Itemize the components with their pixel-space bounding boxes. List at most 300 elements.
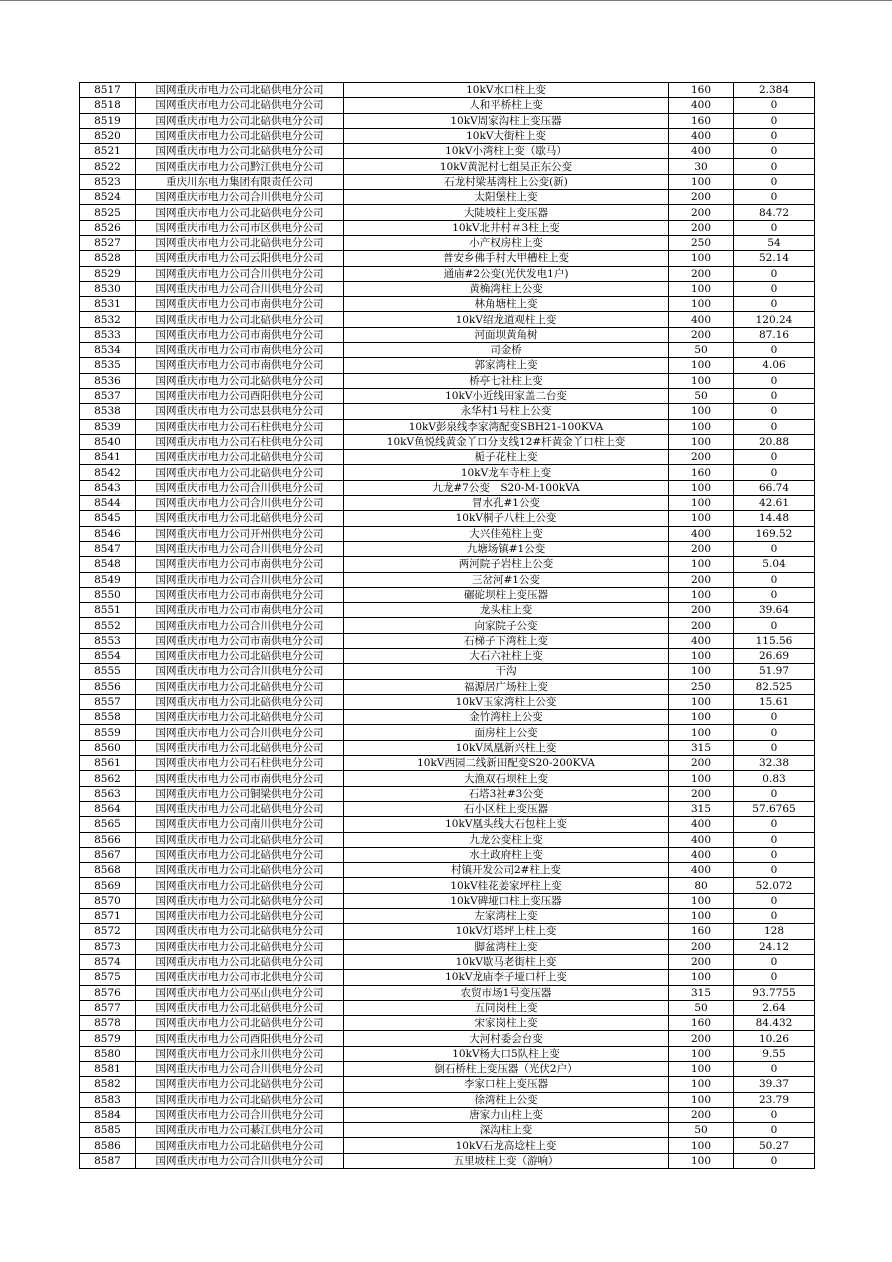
row-number-cell: 8576 bbox=[80, 985, 136, 1000]
company-cell: 国网重庆市电力公司忠县供电分公司 bbox=[136, 404, 344, 419]
table-row bbox=[80, 557, 815, 572]
value-cell: 0 bbox=[734, 98, 815, 113]
table-row bbox=[80, 511, 815, 526]
value-cell: 0 bbox=[734, 404, 815, 419]
capacity-cell: 100 bbox=[669, 648, 734, 663]
value-cell: 84.432 bbox=[734, 1016, 815, 1031]
value-cell: 0 bbox=[734, 266, 815, 281]
company-cell: 国网重庆市电力公司北碚供电分公司 bbox=[136, 1000, 344, 1015]
company-cell: 国网重庆市电力公司北碚供电分公司 bbox=[136, 909, 344, 924]
row-number-cell: 8578 bbox=[80, 1016, 136, 1031]
value-cell: 24.12 bbox=[734, 939, 815, 954]
transformer-name-cell: 九龙公变柱上变 bbox=[344, 832, 669, 847]
capacity-cell: 50 bbox=[669, 343, 734, 358]
capacity-cell: 100 bbox=[669, 251, 734, 266]
transformer-name-cell: 10kV凤凰新兴柱上变 bbox=[344, 740, 669, 755]
value-cell: 51.97 bbox=[734, 664, 815, 679]
transformer-name-cell: 农贸市场1号变压器 bbox=[344, 985, 669, 1000]
row-number-cell: 8574 bbox=[80, 954, 136, 969]
company-cell: 国网重庆市电力公司合川供电分公司 bbox=[136, 1107, 344, 1122]
transformer-name-cell: 大石六社柱上变 bbox=[344, 648, 669, 663]
transformer-name-cell: 10kV歇马老街柱上变 bbox=[344, 954, 669, 969]
company-cell: 国网重庆市电力公司云阳供电分公司 bbox=[136, 251, 344, 266]
table-body bbox=[80, 83, 815, 1169]
transformer-name-cell: 龙头柱上变 bbox=[344, 603, 669, 618]
value-cell: 0.83 bbox=[734, 771, 815, 786]
value-cell: 0 bbox=[734, 893, 815, 908]
row-number-cell: 8540 bbox=[80, 434, 136, 449]
value-cell: 0 bbox=[734, 159, 815, 174]
value-cell: 0 bbox=[734, 343, 815, 358]
company-cell: 国网重庆市电力公司北碚供电分公司 bbox=[136, 801, 344, 816]
company-cell: 国网重庆市电力公司北碚供电分公司 bbox=[136, 694, 344, 709]
transformer-name-cell: 面房柱上公变 bbox=[344, 725, 669, 740]
table-row bbox=[80, 541, 815, 556]
value-cell: 0 bbox=[734, 1062, 815, 1077]
value-cell: 14.48 bbox=[734, 511, 815, 526]
company-cell: 国网重庆市电力公司合川供电分公司 bbox=[136, 572, 344, 587]
capacity-cell: 100 bbox=[669, 434, 734, 449]
table-row bbox=[80, 434, 815, 449]
value-cell: 0 bbox=[734, 128, 815, 143]
capacity-cell: 400 bbox=[669, 863, 734, 878]
table-row bbox=[80, 404, 815, 419]
table-row bbox=[80, 1016, 815, 1031]
row-number-cell: 8569 bbox=[80, 878, 136, 893]
value-cell: 0 bbox=[734, 541, 815, 556]
capacity-cell: 200 bbox=[669, 939, 734, 954]
transformer-name-cell: 10kV黄泥村七组吴正东公变 bbox=[344, 159, 669, 174]
row-number-cell: 8585 bbox=[80, 1123, 136, 1138]
capacity-cell: 400 bbox=[669, 312, 734, 327]
table-row bbox=[80, 1000, 815, 1015]
row-number-cell: 8539 bbox=[80, 419, 136, 434]
row-number-cell: 8572 bbox=[80, 924, 136, 939]
row-number-cell: 8526 bbox=[80, 220, 136, 235]
row-number-cell: 8522 bbox=[80, 159, 136, 174]
company-cell: 国网重庆市电力公司北碚供电分公司 bbox=[136, 205, 344, 220]
value-cell: 0 bbox=[734, 786, 815, 801]
table-row bbox=[80, 113, 815, 128]
row-number-cell: 8565 bbox=[80, 817, 136, 832]
table-row bbox=[80, 251, 815, 266]
value-cell: 52.072 bbox=[734, 878, 815, 893]
value-cell: 84.72 bbox=[734, 205, 815, 220]
capacity-cell: 30 bbox=[669, 159, 734, 174]
transformer-name-cell: 石小区柱上变压器 bbox=[344, 801, 669, 816]
capacity-cell: 100 bbox=[669, 297, 734, 312]
capacity-cell: 160 bbox=[669, 465, 734, 480]
row-number-cell: 8551 bbox=[80, 603, 136, 618]
capacity-cell: 100 bbox=[669, 1077, 734, 1092]
transformer-name-cell: 三岔河#1公变 bbox=[344, 572, 669, 587]
row-number-cell: 8587 bbox=[80, 1153, 136, 1168]
table-row bbox=[80, 419, 815, 434]
table-row bbox=[80, 266, 815, 281]
value-cell: 0 bbox=[734, 190, 815, 205]
transformer-name-cell: 金竹湾柱上公变 bbox=[344, 710, 669, 725]
capacity-cell: 100 bbox=[669, 1046, 734, 1061]
table-row bbox=[80, 985, 815, 1000]
row-number-cell: 8580 bbox=[80, 1046, 136, 1061]
company-cell: 国网重庆市电力公司北碚供电分公司 bbox=[136, 235, 344, 250]
table-row bbox=[80, 847, 815, 862]
capacity-cell: 400 bbox=[669, 847, 734, 862]
company-cell: 国网重庆市电力公司北碚供电分公司 bbox=[136, 373, 344, 388]
value-cell: 0 bbox=[734, 970, 815, 985]
row-number-cell: 8561 bbox=[80, 756, 136, 771]
value-cell: 0 bbox=[734, 373, 815, 388]
row-number-cell: 8558 bbox=[80, 710, 136, 725]
table-row bbox=[80, 970, 815, 985]
company-cell: 国网重庆市电力公司北碚供电分公司 bbox=[136, 83, 344, 98]
capacity-cell: 400 bbox=[669, 633, 734, 648]
company-cell: 国网重庆市电力公司北碚供电分公司 bbox=[136, 679, 344, 694]
transformer-name-cell: 倒石桥柱上变压器（光伏2户） bbox=[344, 1062, 669, 1077]
capacity-cell: 160 bbox=[669, 1016, 734, 1031]
table-row bbox=[80, 572, 815, 587]
transformer-name-cell: 左家湾柱上变 bbox=[344, 909, 669, 924]
capacity-cell: 100 bbox=[669, 404, 734, 419]
value-cell: 2.64 bbox=[734, 1000, 815, 1015]
value-cell: 52.14 bbox=[734, 251, 815, 266]
capacity-cell: 200 bbox=[669, 572, 734, 587]
table-row bbox=[80, 1077, 815, 1092]
row-number-cell: 8527 bbox=[80, 235, 136, 250]
transformer-name-cell: 10kV彭泉线李家湾配变SBH21-100KVA bbox=[344, 419, 669, 434]
value-cell: 0 bbox=[734, 572, 815, 587]
row-number-cell: 8556 bbox=[80, 679, 136, 694]
capacity-cell: 100 bbox=[669, 1138, 734, 1153]
transformer-name-cell: 10kV小近线田家盖二台变 bbox=[344, 388, 669, 403]
company-cell: 国网重庆市电力公司开州供电分公司 bbox=[136, 526, 344, 541]
transformer-name-cell: 10kV绍龙道观柱上变 bbox=[344, 312, 669, 327]
table-row bbox=[80, 205, 815, 220]
capacity-cell: 200 bbox=[669, 190, 734, 205]
company-cell: 国网重庆市电力公司铜梁供电分公司 bbox=[136, 786, 344, 801]
table-row bbox=[80, 1153, 815, 1168]
row-number-cell: 8567 bbox=[80, 847, 136, 862]
capacity-cell: 200 bbox=[669, 220, 734, 235]
transformer-name-cell: 石塔3社#3公变 bbox=[344, 786, 669, 801]
table-row bbox=[80, 1092, 815, 1107]
company-cell: 国网重庆市电力公司市南供电分公司 bbox=[136, 557, 344, 572]
transformer-name-cell: 福源居广场柱上变 bbox=[344, 679, 669, 694]
capacity-cell: 200 bbox=[669, 450, 734, 465]
capacity-cell: 100 bbox=[669, 664, 734, 679]
transformer-name-cell: 河面坝黄角树 bbox=[344, 327, 669, 342]
value-cell: 54 bbox=[734, 235, 815, 250]
transformer-name-cell: 人和平桥柱上变 bbox=[344, 98, 669, 113]
company-cell: 国网重庆市电力公司酉阳供电分公司 bbox=[136, 1031, 344, 1046]
transformer-name-cell: 桥亭七社柱上变 bbox=[344, 373, 669, 388]
transformer-name-cell: 普安乡佛手村大甲槽柱上变 bbox=[344, 251, 669, 266]
value-cell: 0 bbox=[734, 710, 815, 725]
row-number-cell: 8546 bbox=[80, 526, 136, 541]
value-cell: 5.04 bbox=[734, 557, 815, 572]
table-row bbox=[80, 817, 815, 832]
transformer-name-cell: 李家口柱上变压器 bbox=[344, 1077, 669, 1092]
table-row bbox=[80, 450, 815, 465]
row-number-cell: 8564 bbox=[80, 801, 136, 816]
row-number-cell: 8518 bbox=[80, 98, 136, 113]
row-number-cell: 8530 bbox=[80, 281, 136, 296]
company-cell: 国网重庆市电力公司合川供电分公司 bbox=[136, 281, 344, 296]
company-cell: 国网重庆市电力公司北碚供电分公司 bbox=[136, 924, 344, 939]
value-cell: 0 bbox=[734, 1123, 815, 1138]
value-cell: 82.525 bbox=[734, 679, 815, 694]
row-number-cell: 8552 bbox=[80, 618, 136, 633]
transformer-name-cell: 10kV小湾柱上变（歇马） bbox=[344, 144, 669, 159]
company-cell: 国网重庆市电力公司石柱供电分公司 bbox=[136, 419, 344, 434]
table-row bbox=[80, 220, 815, 235]
company-cell: 国网重庆市电力公司合川供电分公司 bbox=[136, 190, 344, 205]
transformer-name-cell: 小产权房柱上变 bbox=[344, 235, 669, 250]
transformer-name-cell: 水土政府柱上变 bbox=[344, 847, 669, 862]
company-cell: 国网重庆市电力公司北碚供电分公司 bbox=[136, 740, 344, 755]
row-number-cell: 8563 bbox=[80, 786, 136, 801]
capacity-cell: 50 bbox=[669, 388, 734, 403]
row-number-cell: 8553 bbox=[80, 633, 136, 648]
table-row bbox=[80, 281, 815, 296]
value-cell: 0 bbox=[734, 954, 815, 969]
company-cell: 国网重庆市电力公司北碚供电分公司 bbox=[136, 1092, 344, 1107]
row-number-cell: 8549 bbox=[80, 572, 136, 587]
row-number-cell: 8581 bbox=[80, 1062, 136, 1077]
company-cell: 国网重庆市电力公司合川供电分公司 bbox=[136, 1062, 344, 1077]
table-row bbox=[80, 710, 815, 725]
value-cell: 0 bbox=[734, 817, 815, 832]
row-number-cell: 8571 bbox=[80, 909, 136, 924]
company-cell: 国网重庆市电力公司北碚供电分公司 bbox=[136, 465, 344, 480]
row-number-cell: 8582 bbox=[80, 1077, 136, 1092]
capacity-cell: 100 bbox=[669, 710, 734, 725]
table-row bbox=[80, 801, 815, 816]
table-row bbox=[80, 388, 815, 403]
company-cell: 国网重庆市电力公司巫山供电分公司 bbox=[136, 985, 344, 1000]
value-cell: 0 bbox=[734, 847, 815, 862]
transformer-name-cell: 10kV龙车寺柱上变 bbox=[344, 465, 669, 480]
capacity-cell: 100 bbox=[669, 557, 734, 572]
company-cell: 国网重庆市电力公司市区供电分公司 bbox=[136, 220, 344, 235]
company-cell: 国网重庆市电力公司市北供电分公司 bbox=[136, 970, 344, 985]
capacity-cell: 315 bbox=[669, 985, 734, 1000]
table-row bbox=[80, 909, 815, 924]
value-cell: 128 bbox=[734, 924, 815, 939]
transformer-name-cell: 10kV桐子八柱上公变 bbox=[344, 511, 669, 526]
row-number-cell: 8577 bbox=[80, 1000, 136, 1015]
value-cell: 0 bbox=[734, 113, 815, 128]
capacity-cell: 100 bbox=[669, 1062, 734, 1077]
transformer-name-cell: 碾砣坝柱上变压器 bbox=[344, 587, 669, 602]
capacity-cell: 400 bbox=[669, 526, 734, 541]
value-cell: 0 bbox=[734, 297, 815, 312]
transformer-name-cell: 10kV大街柱上变 bbox=[344, 128, 669, 143]
capacity-cell: 400 bbox=[669, 832, 734, 847]
transformer-name-cell: 石梯子下湾柱上变 bbox=[344, 633, 669, 648]
transformer-name-cell: 10kV周家沟柱上变压器 bbox=[344, 113, 669, 128]
transformer-name-cell: 宋家岗柱上变 bbox=[344, 1016, 669, 1031]
table-row bbox=[80, 343, 815, 358]
table-row bbox=[80, 496, 815, 511]
row-number-cell: 8550 bbox=[80, 587, 136, 602]
company-cell: 国网重庆市电力公司市南供电分公司 bbox=[136, 633, 344, 648]
table-row bbox=[80, 740, 815, 755]
company-cell: 国网重庆市电力公司合川供电分公司 bbox=[136, 664, 344, 679]
row-number-cell: 8532 bbox=[80, 312, 136, 327]
company-cell: 国网重庆市电力公司合川供电分公司 bbox=[136, 541, 344, 556]
capacity-cell: 100 bbox=[669, 771, 734, 786]
company-cell: 国网重庆市电力公司北碚供电分公司 bbox=[136, 450, 344, 465]
table-row bbox=[80, 1062, 815, 1077]
transformer-name-cell: 10kV鱼悦线黄金丫口分支线12#杆黄金丫口柱上变 bbox=[344, 434, 669, 449]
table-row bbox=[80, 587, 815, 602]
capacity-cell: 100 bbox=[669, 694, 734, 709]
row-number-cell: 8562 bbox=[80, 771, 136, 786]
table-row bbox=[80, 144, 815, 159]
company-cell: 国网重庆市电力公司北碚供电分公司 bbox=[136, 1138, 344, 1153]
company-cell: 国网重庆市电力公司酉阳供电分公司 bbox=[136, 388, 344, 403]
table-row bbox=[80, 1138, 815, 1153]
capacity-cell: 250 bbox=[669, 679, 734, 694]
capacity-cell: 315 bbox=[669, 740, 734, 755]
table-row bbox=[80, 863, 815, 878]
transformer-name-cell: 冒水孔#1公变 bbox=[344, 496, 669, 511]
value-cell: 0 bbox=[734, 419, 815, 434]
transformer-name-cell: 脚盆湾柱上变 bbox=[344, 939, 669, 954]
table-row bbox=[80, 83, 815, 98]
value-cell: 39.37 bbox=[734, 1077, 815, 1092]
company-cell: 国网重庆市电力公司合川供电分公司 bbox=[136, 618, 344, 633]
value-cell: 0 bbox=[734, 281, 815, 296]
row-number-cell: 8559 bbox=[80, 725, 136, 740]
value-cell: 115.56 bbox=[734, 633, 815, 648]
company-cell: 国网重庆市电力公司北碚供电分公司 bbox=[136, 939, 344, 954]
transformer-name-cell: 10kV杨大口5队柱上变 bbox=[344, 1046, 669, 1061]
row-number-cell: 8531 bbox=[80, 297, 136, 312]
company-cell: 国网重庆市电力公司市南供电分公司 bbox=[136, 358, 344, 373]
row-number-cell: 8536 bbox=[80, 373, 136, 388]
table-row bbox=[80, 297, 815, 312]
row-number-cell: 8541 bbox=[80, 450, 136, 465]
table-row bbox=[80, 618, 815, 633]
company-cell: 国网重庆市电力公司市南供电分公司 bbox=[136, 327, 344, 342]
company-cell: 国网重庆市电力公司合川供电分公司 bbox=[136, 266, 344, 281]
table-row bbox=[80, 679, 815, 694]
table-row bbox=[80, 694, 815, 709]
row-number-cell: 8579 bbox=[80, 1031, 136, 1046]
company-cell: 国网重庆市电力公司綦江供电分公司 bbox=[136, 1123, 344, 1138]
table-row bbox=[80, 924, 815, 939]
value-cell: 0 bbox=[734, 450, 815, 465]
table-row bbox=[80, 664, 815, 679]
row-number-cell: 8547 bbox=[80, 541, 136, 556]
capacity-cell: 100 bbox=[669, 281, 734, 296]
transformer-name-cell: 10kV碑垭口柱上变压器 bbox=[344, 893, 669, 908]
value-cell: 66.74 bbox=[734, 480, 815, 495]
table-row bbox=[80, 174, 815, 189]
value-cell: 87.16 bbox=[734, 327, 815, 342]
table-row bbox=[80, 526, 815, 541]
company-cell: 国网重庆市电力公司黔江供电分公司 bbox=[136, 159, 344, 174]
table-row bbox=[80, 98, 815, 113]
transformer-name-cell: 黄桷湾柱上公变 bbox=[344, 281, 669, 296]
company-cell: 国网重庆市电力公司北碚供电分公司 bbox=[136, 710, 344, 725]
company-cell: 国网重庆市电力公司北碚供电分公司 bbox=[136, 832, 344, 847]
row-number-cell: 8534 bbox=[80, 343, 136, 358]
capacity-cell: 100 bbox=[669, 358, 734, 373]
value-cell: 0 bbox=[734, 174, 815, 189]
row-number-cell: 8555 bbox=[80, 664, 136, 679]
table-row bbox=[80, 771, 815, 786]
transformer-name-cell: 向家院子公变 bbox=[344, 618, 669, 633]
table-row bbox=[80, 159, 815, 174]
capacity-cell: 200 bbox=[669, 1031, 734, 1046]
row-number-cell: 8521 bbox=[80, 144, 136, 159]
capacity-cell: 100 bbox=[669, 725, 734, 740]
row-number-cell: 8524 bbox=[80, 190, 136, 205]
row-number-cell: 8570 bbox=[80, 893, 136, 908]
company-cell: 国网重庆市电力公司市南供电分公司 bbox=[136, 603, 344, 618]
company-cell: 国网重庆市电力公司北碚供电分公司 bbox=[136, 98, 344, 113]
transformer-name-cell: 10kV玉家湾柱上公变 bbox=[344, 694, 669, 709]
capacity-cell: 400 bbox=[669, 817, 734, 832]
table-row bbox=[80, 756, 815, 771]
table-row bbox=[80, 235, 815, 250]
table-row bbox=[80, 633, 815, 648]
value-cell: 120.24 bbox=[734, 312, 815, 327]
transformer-name-cell: 司金桥 bbox=[344, 343, 669, 358]
transformer-name-cell: 通庙#2公变(光伏发电1户) bbox=[344, 266, 669, 281]
company-cell: 国网重庆市电力公司北碚供电分公司 bbox=[136, 128, 344, 143]
capacity-cell: 100 bbox=[669, 511, 734, 526]
capacity-cell: 100 bbox=[669, 373, 734, 388]
transformer-name-cell: 10kV西园二线新田配变S20-200KVA bbox=[344, 756, 669, 771]
transformer-name-cell: 永华村1号柱上公变 bbox=[344, 404, 669, 419]
capacity-cell: 200 bbox=[669, 786, 734, 801]
transformer-name-cell: 10kV灯塔坪上柱上变 bbox=[344, 924, 669, 939]
table-row bbox=[80, 893, 815, 908]
company-cell: 国网重庆市电力公司北碚供电分公司 bbox=[136, 863, 344, 878]
company-cell: 国网重庆市电力公司北碚供电分公司 bbox=[136, 113, 344, 128]
row-number-cell: 8529 bbox=[80, 266, 136, 281]
row-number-cell: 8568 bbox=[80, 863, 136, 878]
value-cell: 0 bbox=[734, 863, 815, 878]
value-cell: 0 bbox=[734, 220, 815, 235]
capacity-cell: 160 bbox=[669, 83, 734, 98]
transformer-name-cell: 10kV桂花姜家坪柱上变 bbox=[344, 878, 669, 893]
value-cell: 0 bbox=[734, 1107, 815, 1122]
company-cell: 国网重庆市电力公司北碚供电分公司 bbox=[136, 1016, 344, 1031]
capacity-cell: 160 bbox=[669, 113, 734, 128]
row-number-cell: 8545 bbox=[80, 511, 136, 526]
table-row bbox=[80, 878, 815, 893]
transformer-name-cell: 唐家力山柱上变 bbox=[344, 1107, 669, 1122]
table-row bbox=[80, 373, 815, 388]
capacity-cell: 400 bbox=[669, 128, 734, 143]
company-cell: 国网重庆市电力公司北碚供电分公司 bbox=[136, 893, 344, 908]
company-cell: 国网重庆市电力公司合川供电分公司 bbox=[136, 496, 344, 511]
capacity-cell: 100 bbox=[669, 480, 734, 495]
row-number-cell: 8543 bbox=[80, 480, 136, 495]
row-number-cell: 8557 bbox=[80, 694, 136, 709]
transformer-name-cell: 石龙村梁基湾柱上公变(新) bbox=[344, 174, 669, 189]
value-cell: 0 bbox=[734, 388, 815, 403]
value-cell: 50.27 bbox=[734, 1138, 815, 1153]
capacity-cell: 100 bbox=[669, 174, 734, 189]
table-row bbox=[80, 1123, 815, 1138]
row-number-cell: 8520 bbox=[80, 128, 136, 143]
